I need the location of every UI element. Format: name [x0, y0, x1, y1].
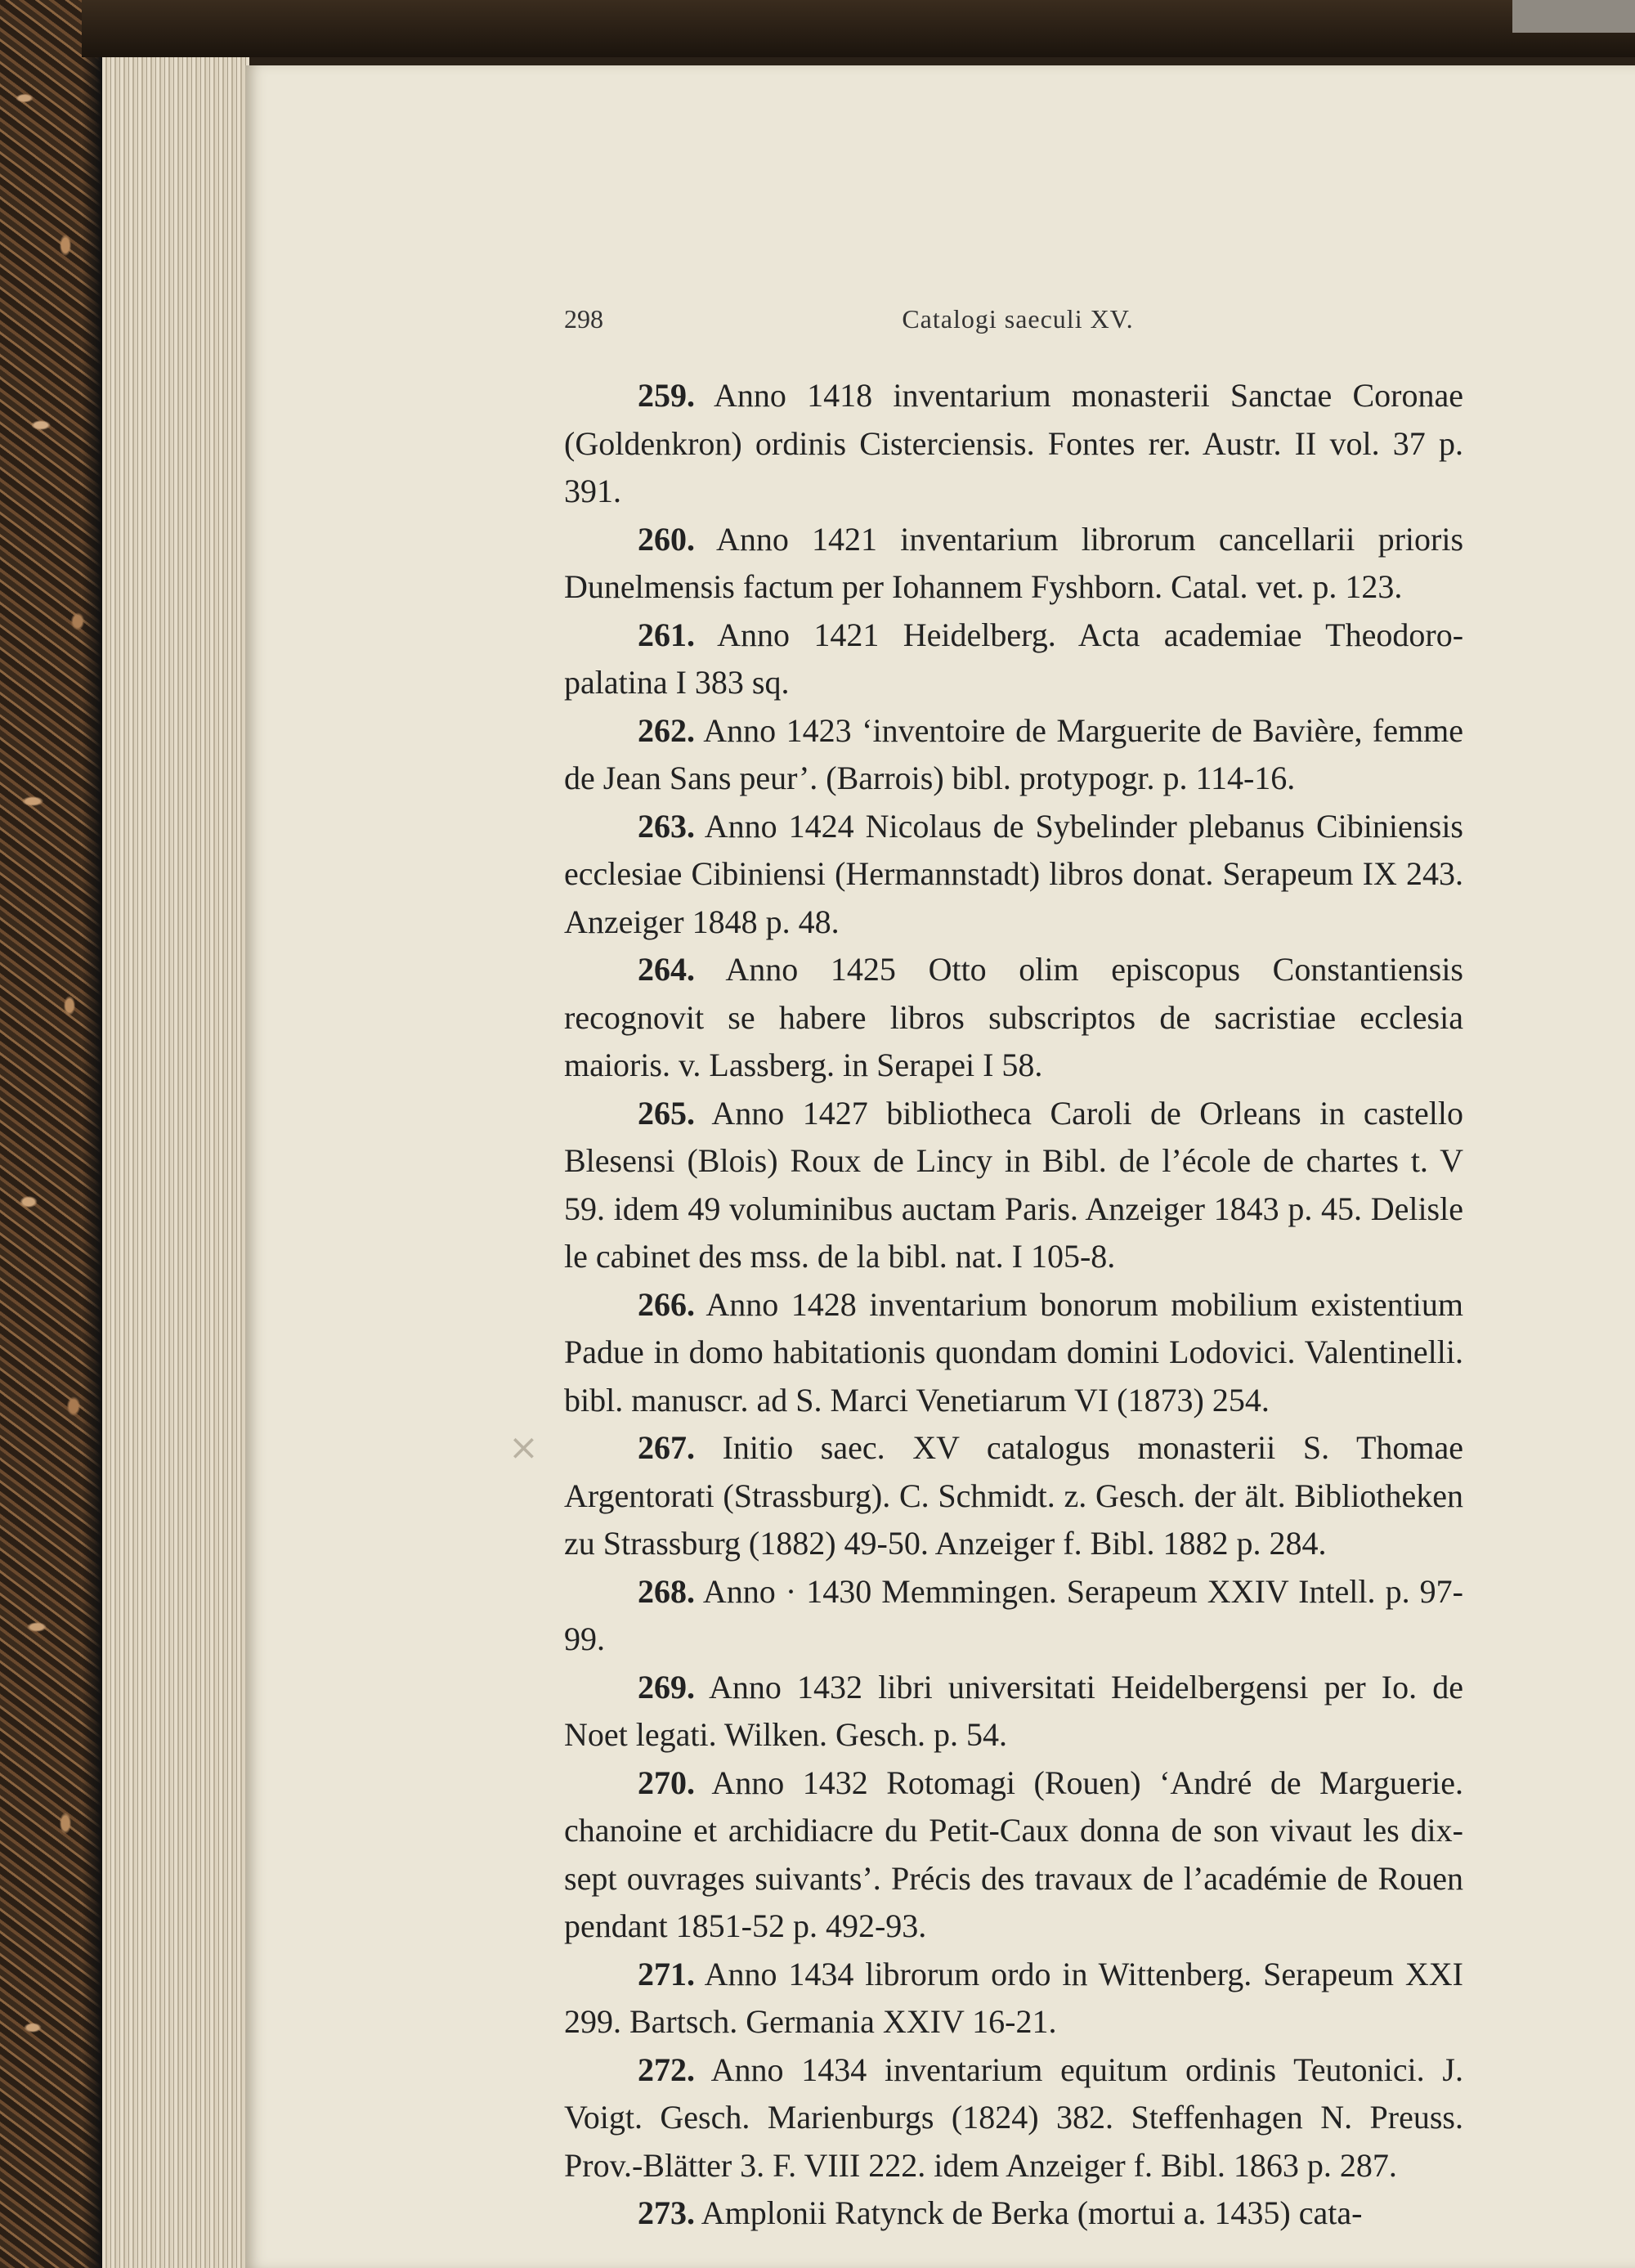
entry-text: Anno 1421 Heidelberg. Acta academiae Theodoro-palatina I 383 sq.	[564, 616, 1464, 701]
running-title: Catalogi saeculi XV.	[902, 304, 1134, 334]
page-block-edges	[102, 57, 249, 2268]
entry-number: 271.	[638, 1955, 695, 1992]
page-number: 298	[564, 304, 603, 334]
entry-text: Anno 1421 inventarium librorum cancellarii prioris Dunelmensis factum per Iohannem Fyshborn. Catal. vet. p. 123.	[564, 520, 1464, 605]
entry-text: Anno 1434 librorum ordo in Wittenberg. Serapeum XXI 299. Bartsch. Germania XXIV 16-21.	[564, 1955, 1463, 2040]
entry-number: 261.	[638, 616, 695, 653]
entry-261	[564, 612, 1463, 707]
entry-262	[564, 707, 1463, 803]
entry-number: 269.	[638, 1668, 695, 1705]
entry-number: 270.	[638, 1764, 695, 1801]
entry-number: 260.	[638, 520, 695, 558]
entry-number: 259.	[638, 377, 695, 414]
entry-265	[564, 1090, 1463, 1281]
entry-271	[564, 1951, 1463, 2046]
entry-268	[564, 1568, 1463, 1664]
entry-272	[564, 2046, 1463, 2190]
entry-number: 272.	[638, 2051, 695, 2088]
entry-266	[564, 1281, 1463, 1425]
entry-273	[564, 2190, 1463, 2238]
entry-270	[564, 1759, 1463, 1951]
entry-text: Anno 1427 bibliotheca Caroli de Orleans in castello Blesensi (Blois) Roux de Lincy in Bibl. de l’école de chartes t. V 59. idem 49 voluminibus auctam Paris. Anzeiger 1843 p. 45. Delisle le cabinet des mss. de la bibl. nat. I 105-8.	[564, 1094, 1464, 1275]
catalogue-entries	[564, 372, 1463, 2238]
margin-pencil-mark: ×	[508, 1427, 539, 1468]
entry-number: 273.	[638, 2194, 695, 2231]
entry-number: 267.	[638, 1429, 695, 1466]
entry-text: Anno 1424 Nicolaus de Sybelinder plebanus Cibiniensis ecclesiae Cibiniensi (Hermannstadt) libros donat. Serapeum IX 243. Anzeiger 1848 p. 48.	[564, 807, 1463, 940]
cover-top-strip	[82, 0, 1635, 57]
entry-number: 264.	[638, 951, 695, 988]
entry-267	[564, 1424, 1463, 1568]
entry-text: Anno 1425 Otto olim episcopus Constantiensis recognovit se habere libros subscriptos de sacristiae ecclesia maioris. v. Lassberg. in Serapei I 58.	[564, 951, 1463, 1083]
entry-text: Amplonii Ratynck de Berka (mortui a. 1435) cata-	[701, 2194, 1363, 2231]
entry-number: 262.	[638, 711, 695, 749]
entry-text: Anno 1418 inventarium monasterii Sanctae Coronae (Goldenkron) ordinis Cisterciensis. Fontes rer. Austr. II vol. 37 p. 391.	[564, 377, 1463, 509]
entry-264	[564, 946, 1463, 1090]
entry-text: Anno 1423 ‘inventoire de Marguerite de Bavière, femme de Jean Sans peur’. (Barrois) bibl. protypogr. p. 114-16.	[564, 711, 1463, 796]
entry-text: Anno 1428 inventarium bonorum mobilium existentium Padue in domo habitationis quondam domini Lodovici. Valentinelli. bibl. manuscr. ad S. Marci Venetiarum VI (1873) 254.	[564, 1285, 1463, 1419]
entry-text: Anno 1434 inventarium equitum ordinis Teutonici. J. Voigt. Gesch. Marienburgs (1824) 382. Steffenhagen N. Preuss. Prov.-Blätter 3. F. VIII 222. idem Anzeiger f. Bibl. 1863 p. 287.	[564, 2051, 1463, 2184]
entry-number: 265.	[638, 1094, 695, 1132]
entry-text: Anno 1432 Rotomagi (Rouen) ‘André de Marguerie. chanoine et archidiacre du Petit-Caux donna de son vivaut les dix-sept ouvrages suivants’. Précis des travaux de l’académie de Rouen pendant 1851-52 p. 492-93.	[564, 1764, 1463, 1944]
running-head	[564, 304, 1472, 352]
cover-tab	[1512, 0, 1635, 33]
entry-number: 263.	[638, 807, 695, 845]
entry-number: 268.	[638, 1572, 695, 1610]
entry-260	[564, 516, 1463, 612]
entry-269	[564, 1664, 1463, 1759]
entry-263	[564, 803, 1463, 947]
entry-text: Anno · 1430 Memmingen. Serapeum XXIV Intell. p. 97-99.	[564, 1572, 1463, 1657]
entry-259	[564, 372, 1463, 516]
entry-text: Anno 1432 libri universitati Heidelbergensi per Io. de Noet legati. Wilken. Gesch. p. 54.	[564, 1668, 1463, 1753]
entry-number: 266.	[638, 1285, 695, 1323]
entry-text: Initio saec. XV catalogus monasterii S. Thomae Argentorati (Strassburg). C. Schmidt. z. Gesch. der ält. Bibliotheken zu Strassburg (1882) 49-50. Anzeiger f. Bibl. 1882 p. 284.	[564, 1429, 1463, 1562]
